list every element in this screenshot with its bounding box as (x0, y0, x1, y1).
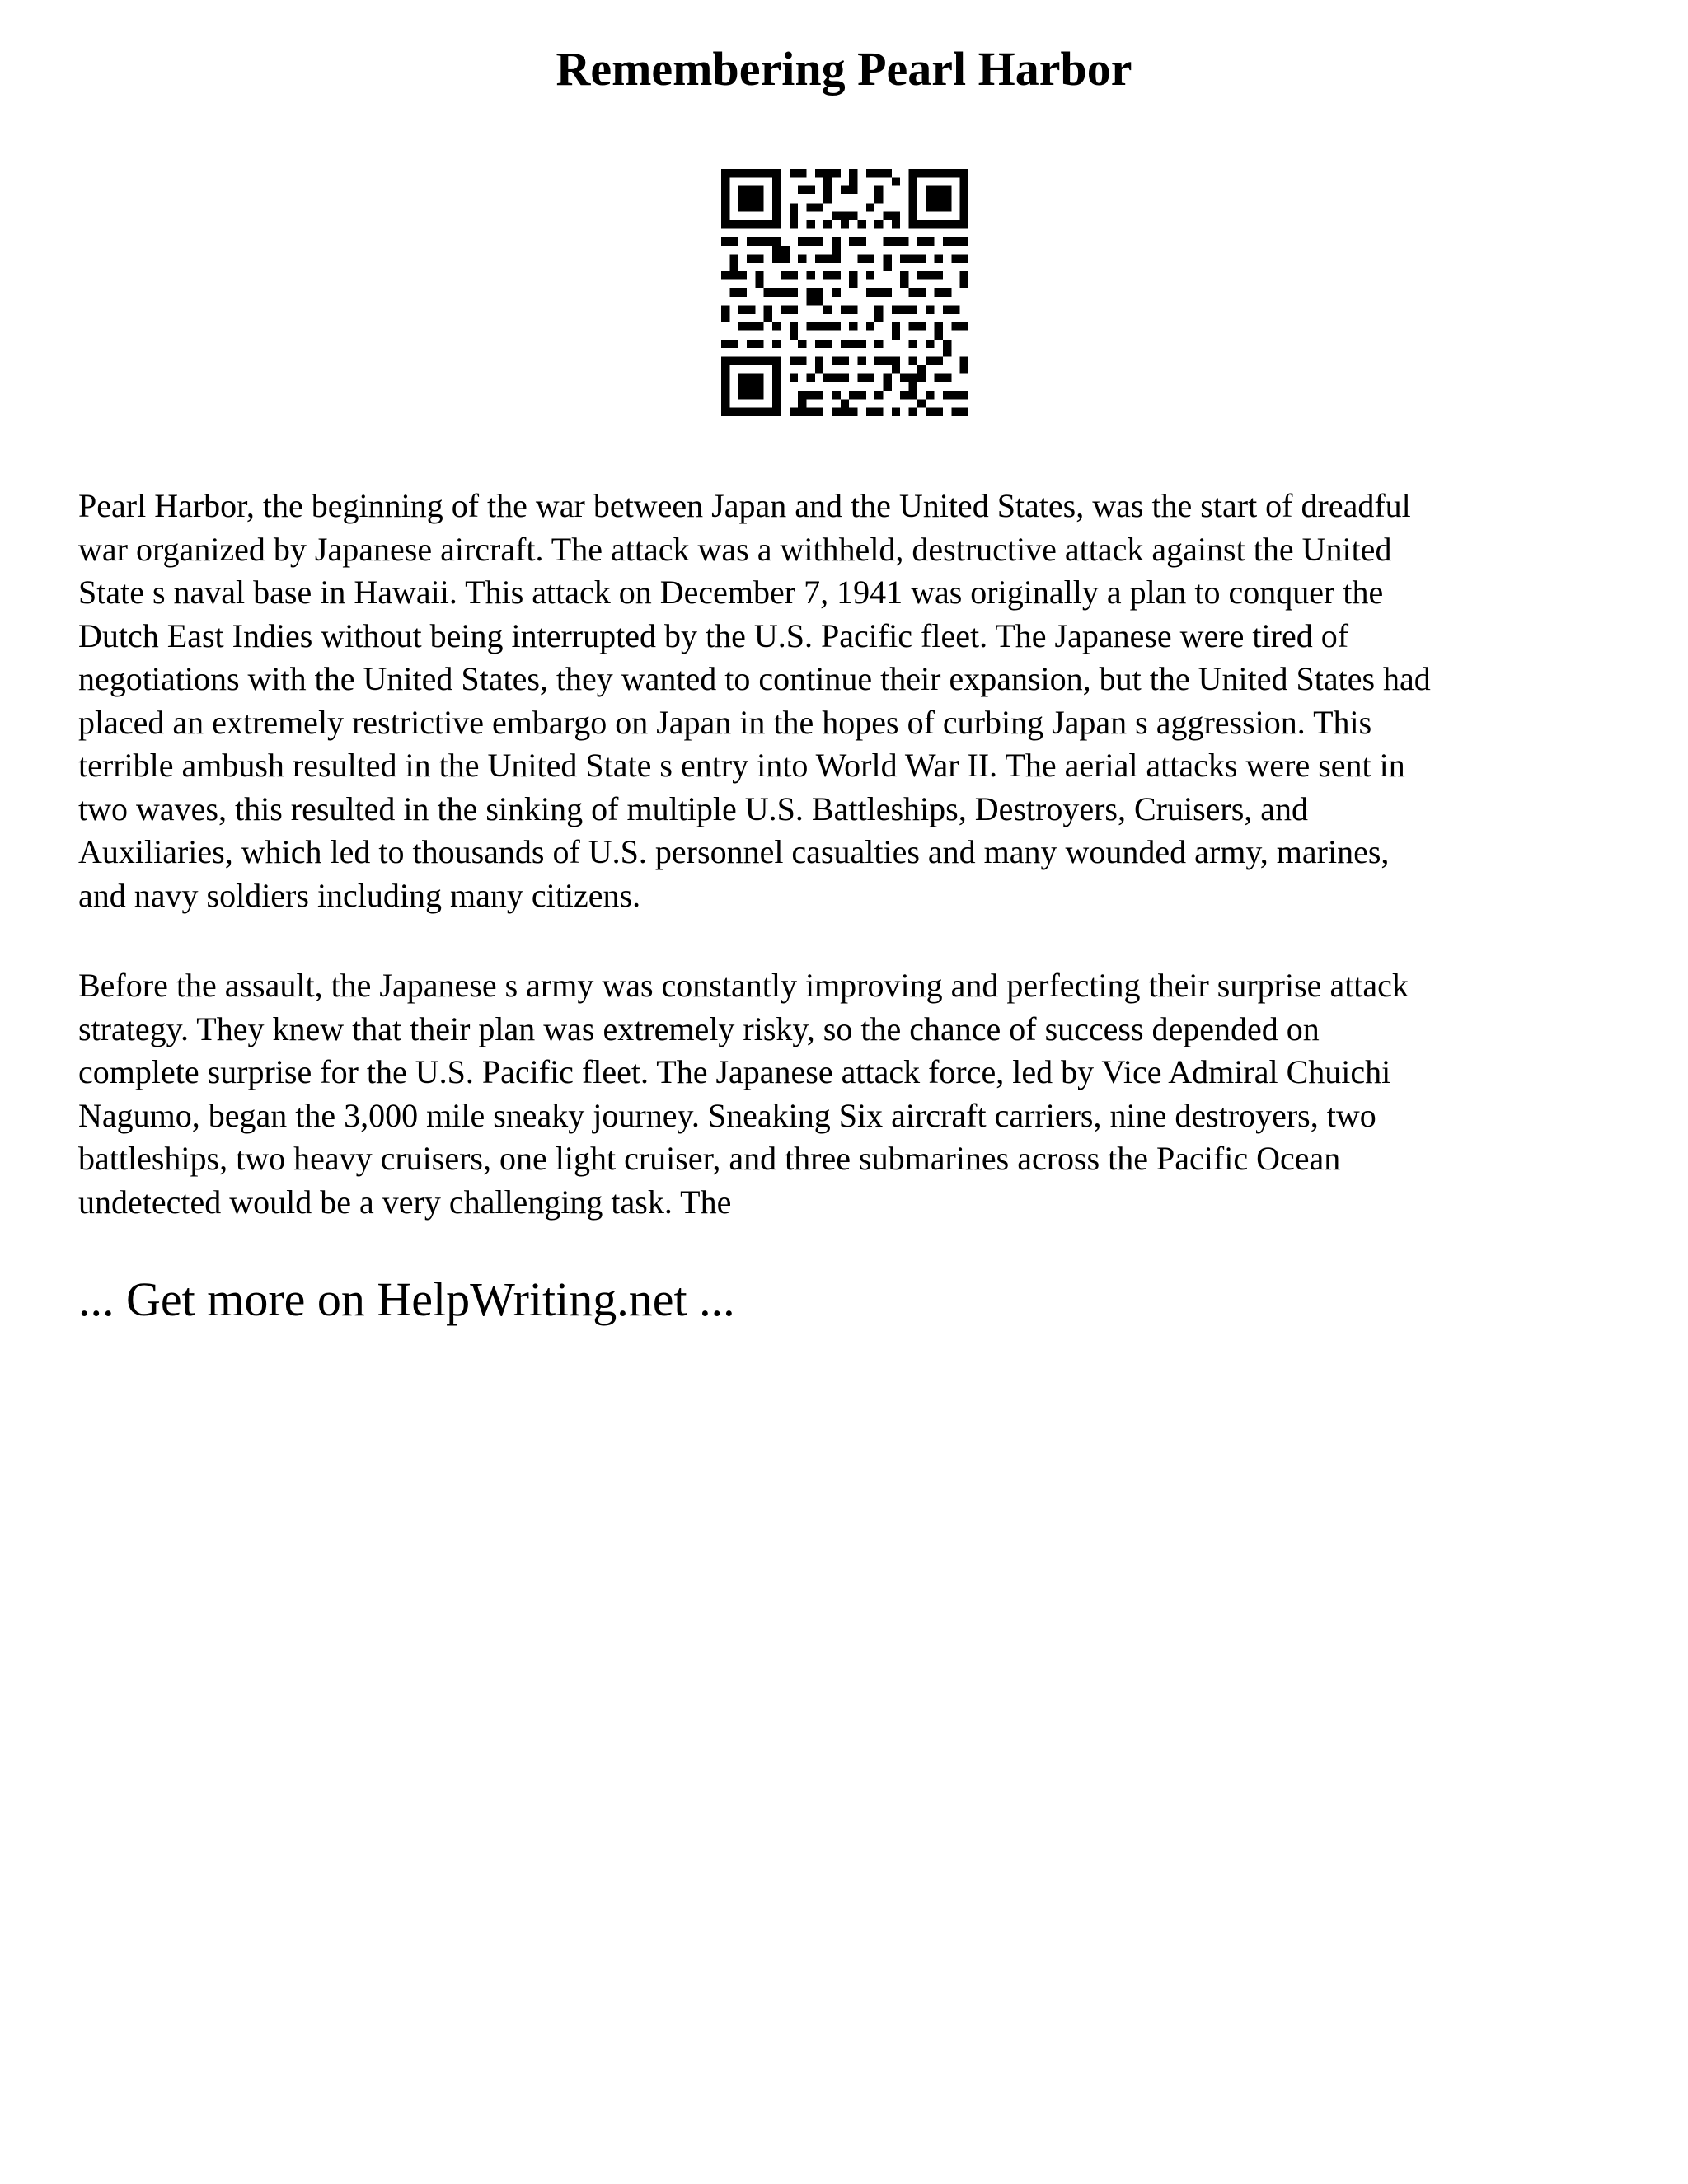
qr-code-icon[interactable] (721, 169, 968, 416)
page-title: Remembering Pearl Harbor (556, 42, 1132, 96)
body-paragraph: Before the assault, the Japanese s army was constantly improving and perfecting their surprise attack strategy. They knew that their plan was extremely risky, so the chance of success depended on complete surprise for the U.S. Pacific fleet. The Japanese attack force, led by Vice Admiral Chuichi Nagumo, began the 3,000 mile sneaky journey. Sneaking Six aircraft carriers, nine destroyers, two battleships, two heavy cruisers, one light cruiser, and three submarines across the Pacific Ocean undetected would be a very challenging task. The (78, 967, 1409, 1221)
body-paragraph: Pearl Harbor, the beginning of the war between Japan and the United States, was the start of dreadful war organized by Japanese aircraft. The attack was a withheld, destructive attack against the United State s naval base in Hawaii. This attack on December 7, 1941 was originally a plan to conquer the Dutch East Indies without being interrupted by the U.S. Pacific fleet. The Japanese were tired of negotiations with the United States, they wanted to continue their expansion, but the United States had placed an extremely restrictive embargo on Japan in the hopes of curbing Japan s aggression. This terrible ambush resulted in the United State s entry into World War II. The aerial attacks were sent in two waves, this resulted in the sinking of multiple U.S. Battleships, Destroyers, Cruisers, and Auxiliaries, which led to thousands of U.S. personnel casualties and many wounded army, marines, and navy soldiers including many citizens. (78, 487, 1431, 914)
get-more-link[interactable]: ... Get more on HelpWriting.net ... (78, 1272, 735, 1326)
